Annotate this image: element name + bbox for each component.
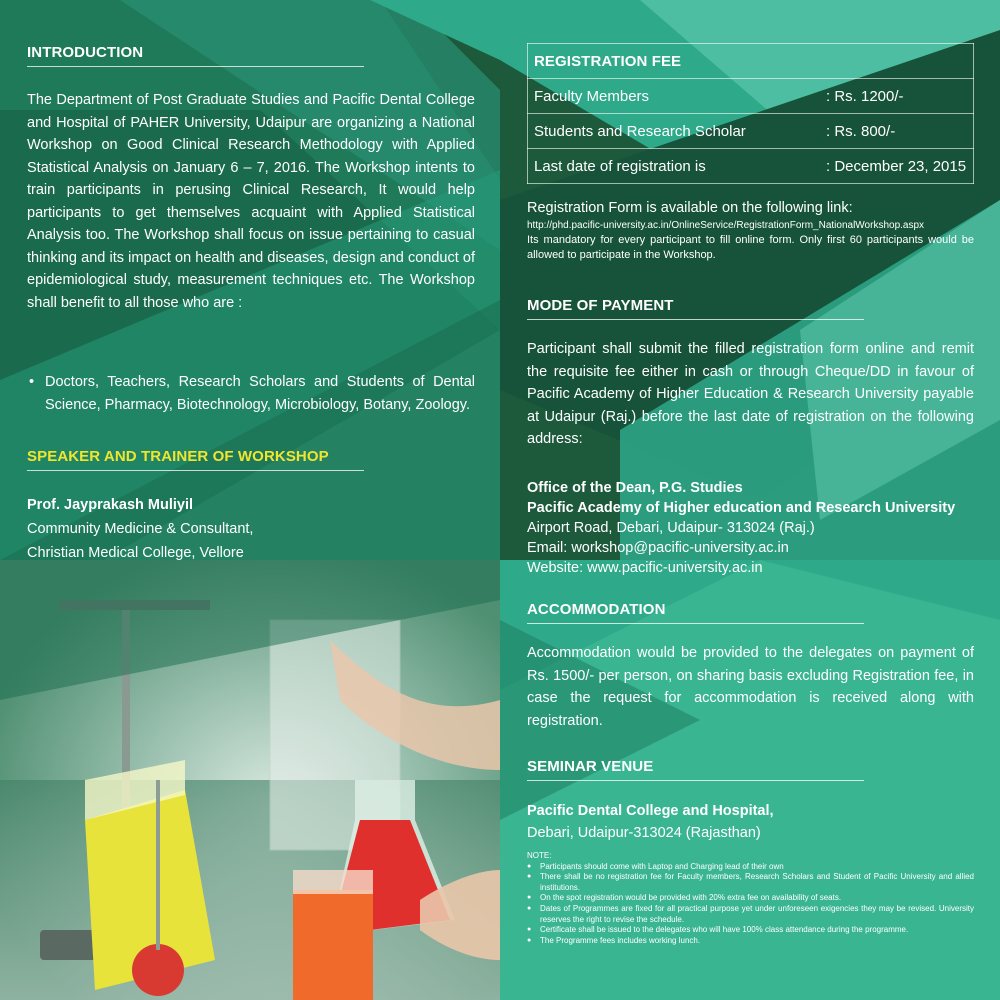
fee-value: : Rs. 1200/- — [820, 79, 974, 114]
deadline-label: Last date of registration is — [528, 149, 821, 184]
note-item: ● The Programme fees includes working lunch. — [527, 936, 974, 947]
address-road: Airport Road, Debari, Udaipur- 313024 (Raj.) — [527, 520, 815, 536]
address-academy: Pacific Academy of Higher education and Research University — [527, 500, 956, 516]
note-item: ● Dates of Programmes are fixed for all practical purpose yet under unforeseen exigencies they may be revised. University reserves the right to revise the schedule. — [527, 904, 974, 925]
venue-divider — [527, 780, 864, 781]
payment-address — [527, 478, 974, 578]
introduction-heading: INTRODUCTION — [27, 44, 144, 61]
introduction-text: The Department of Post Graduate Studies and Pacific Dental College and Hospital of PAHER University, Udaipur are organizing a National Workshop on Good Clinical Research Methodology with Applied Statistical Analysis on January 6 – 7, 2016. The Workshop intents to train participants in perusing Clinical Research, It would help participants to get themselves acquaint with Applied Statistical Analysis too. The Workshop shall focus on issue pertaining to casual thinking and its impact on health and diseases, design and conduct of epidemiological study, measurement techniques etc. The Workshop shall benefit to all those who are : — [27, 92, 475, 311]
introduction-section — [27, 44, 475, 67]
registration-form-info — [527, 198, 974, 263]
registration-section — [527, 43, 974, 184]
mandatory-note: Its mandatory for every participant to fill online form. Only first 60 participants would be allowed to participate in the Workshop. — [527, 234, 974, 261]
address-email[interactable]: Email: workshop@pacific-university.ac.in — [527, 540, 789, 556]
venue-name: Pacific Dental College and Hospital, — [527, 803, 774, 819]
introduction-divider — [27, 66, 364, 67]
payment-heading: MODE OF PAYMENT — [527, 297, 674, 314]
payment-body — [527, 338, 974, 451]
table-row — [528, 114, 974, 149]
fee-value: : Rs. 800/- — [820, 114, 974, 149]
payment-section — [527, 297, 974, 320]
speaker-institution: Christian Medical College, Vellore — [27, 545, 244, 561]
venue-section — [527, 758, 974, 781]
speaker-heading: SPEAKER AND TRAINER OF WORKSHOP — [27, 448, 329, 465]
payment-text: Participant shall submit the filled registration form online and remit the requisite fee either in cash or through Cheque/DD in favour of Pacific Academy of Higher Education & Research University payable at Udaipur (Raj.) before the last date of registration on the following address: — [527, 341, 974, 447]
registration-link[interactable]: http://phd.pacific-university.ac.in/OnlineService/RegistrationForm_NationalWorkshop.aspx — [527, 220, 925, 231]
venue-details — [527, 800, 974, 844]
deadline-value: : December 23, 2015 — [820, 149, 974, 184]
note-item: ● There shall be no registration fee for Faculty members, Research Scholars and Student of Pacific University and allied institutions. — [527, 872, 974, 893]
notes-label: NOTE: — [527, 851, 552, 860]
registration-fee-table — [527, 43, 974, 184]
payment-divider — [527, 319, 864, 320]
speaker-details — [27, 493, 475, 565]
note-item: ● Certificate shall be issued to the delegates who will have 100% class attendance during the programme. — [527, 925, 974, 936]
address-website[interactable]: Website: www.pacific-university.ac.in — [527, 560, 763, 576]
speaker-name: Prof. Jayprakash Muliyil — [27, 497, 194, 513]
accommodation-heading: ACCOMMODATION — [527, 601, 666, 618]
audience-list — [27, 371, 475, 416]
notes-section — [527, 851, 974, 946]
registration-heading: REGISTRATION FEE — [528, 44, 974, 79]
accommodation-body — [527, 642, 974, 732]
fee-label: Faculty Members — [528, 79, 821, 114]
form-intro: Registration Form is available on the following link: — [527, 200, 853, 216]
venue-place: Debari, Udaipur-313024 (Rajasthan) — [527, 825, 761, 841]
note-item: ● Participants should come with Laptop and Charging lead of their own — [527, 862, 974, 873]
speaker-role: Community Medicine & Consultant, — [27, 521, 254, 537]
table-row — [528, 44, 974, 79]
table-row — [528, 79, 974, 114]
accommodation-text: Accommodation would be provided to the delegates on payment of Rs. 1500/- per person, on sharing basis excluding Registration fee, in case the request for accommodation is received along with registration. — [527, 645, 974, 729]
speaker-section — [27, 448, 475, 471]
fee-label: Students and Research Scholar — [528, 114, 821, 149]
venue-heading: SEMINAR VENUE — [527, 758, 654, 775]
accommodation-divider — [527, 623, 864, 624]
address-office: Office of the Dean, P.G. Studies — [527, 480, 743, 496]
introduction-body — [27, 89, 475, 314]
accommodation-section — [527, 601, 974, 624]
audience-item: • Doctors, Teachers, Research Scholars and Students of Dental Science, Pharmacy, Biotechnology, Microbiology, Botany, Zoology. — [27, 371, 475, 416]
note-item: ● On the spot registration would be provided with 20% extra fee on availability of seats. — [527, 893, 974, 904]
table-row — [528, 149, 974, 184]
speaker-divider — [27, 470, 364, 471]
